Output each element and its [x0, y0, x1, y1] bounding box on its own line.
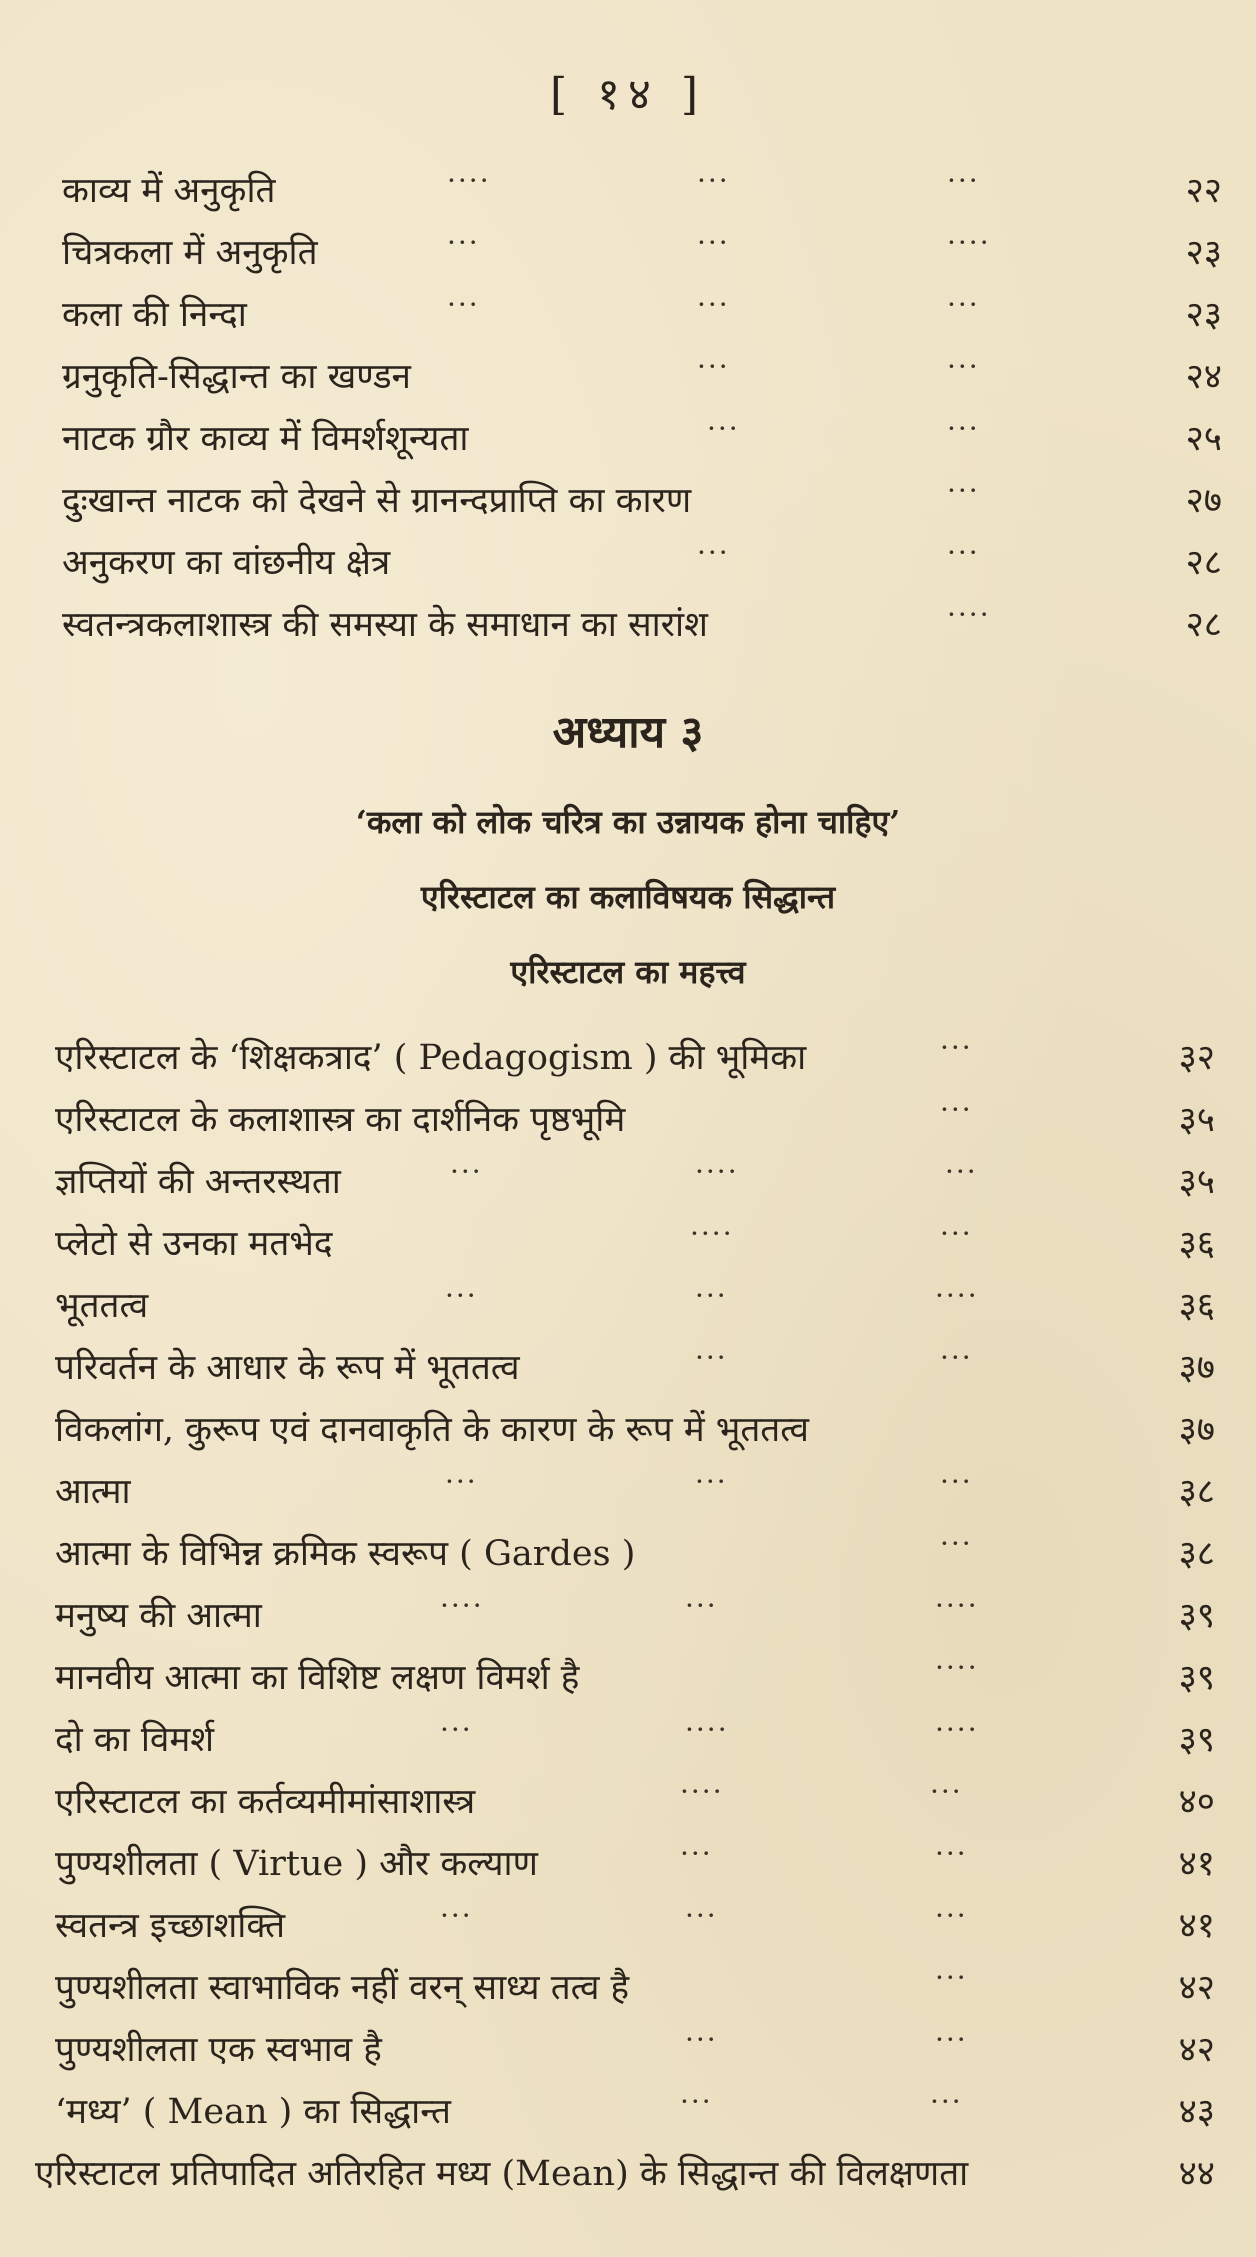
toc-entry	[55, 1340, 1215, 1396]
leader-dots: ···	[440, 1899, 473, 1932]
chapter-subtitle: ‘कला को लोक चरित्र का उन्नायक होना चाहिए’	[355, 803, 901, 841]
toc-entry	[55, 1278, 1215, 1334]
toc-entry-title: कला की निन्दा	[62, 295, 247, 335]
leader-dots: ···	[940, 1527, 973, 1560]
toc-entry-title: प्लेटो से उनका मतभेद	[55, 1224, 333, 1264]
leader-dots: ···	[930, 1775, 963, 1808]
toc-entry-page: ४१	[1178, 1844, 1215, 1884]
toc-entry	[62, 535, 1222, 591]
toc-entry-page: ३८	[1178, 1534, 1215, 1574]
toc-entry-page: ३९	[1178, 1720, 1215, 1760]
toc-entry	[55, 1092, 1215, 1148]
toc-entry	[62, 597, 1222, 653]
leader-dots: ···	[695, 1465, 728, 1498]
leader-dots: ···	[935, 1899, 968, 1932]
leader-dots: ···	[445, 1279, 478, 1312]
leader-dots: ···	[940, 1465, 973, 1498]
page-number: [ १४ ]	[549, 69, 707, 120]
toc-entry-page: २८	[1185, 605, 1222, 645]
toc-entry-page: २३	[1185, 295, 1222, 335]
toc-entry	[62, 411, 1222, 467]
toc-entry-title: एरिस्टाटल का कर्तव्यमीमांसाशास्त्र	[55, 1782, 476, 1822]
leader-dots: ····	[685, 1713, 729, 1746]
toc-entry-title: भूततत्व	[55, 1286, 149, 1326]
toc-entry-title: स्वतन्त्र इच्छाशक्ति	[55, 1906, 286, 1946]
toc-entry-title: अनुकरण का वांछनीय क्षेत्र	[62, 543, 391, 583]
leader-dots: ···	[947, 350, 980, 383]
toc-entry-title: पुण्यशीलता एक स्वभाव है	[55, 2030, 382, 2070]
leader-dots: ···	[695, 1341, 728, 1374]
toc-entry-page: ४३	[1178, 2092, 1215, 2132]
leader-dots: ···	[685, 1899, 718, 1932]
toc-entry-page: ३९	[1178, 1658, 1215, 1698]
toc-entry	[55, 1030, 1215, 1086]
leader-dots: ····	[440, 1589, 484, 1622]
leader-dots: ····	[935, 1279, 979, 1312]
toc-entry	[62, 473, 1222, 529]
toc-entry	[55, 1650, 1215, 1706]
toc-entry-page: २२	[1185, 171, 1222, 211]
toc-entry-title: स्वतन्त्रकलाशास्त्र की समस्या के समाधान का सारांश	[62, 605, 708, 645]
leader-dots: ···	[440, 1713, 473, 1746]
toc-entry-title: दो का विमर्श	[55, 1720, 215, 1760]
leader-dots: ···	[940, 1093, 973, 1126]
toc-entry-title: आत्मा के विभिन्न क्रमिक स्वरूप ( Gardes )	[55, 1534, 636, 1574]
leader-dots: ···	[935, 1961, 968, 1994]
toc-entry-title: दुःखान्त नाटक को देखने से ग्रानन्दप्राप्ति का कारण	[62, 481, 692, 521]
leader-dots: ····	[690, 1217, 734, 1250]
toc-entry	[55, 1216, 1215, 1272]
leader-dots: ···	[940, 1217, 973, 1250]
leader-dots: ···	[930, 2085, 963, 2118]
leader-dots: ····	[680, 1775, 724, 1808]
leader-dots: ···	[447, 288, 480, 321]
toc-entry-page: ३७	[1178, 1410, 1215, 1450]
leader-dots: ····	[947, 598, 991, 631]
leader-dots: ···	[697, 226, 730, 259]
toc-entry-page: २८	[1185, 543, 1222, 583]
toc-entry-page: ४१	[1178, 1906, 1215, 1946]
toc-entry-page: ३६	[1178, 1286, 1215, 1326]
toc-entry	[55, 1836, 1215, 1892]
toc-entry-title: एरिस्टाटल प्रतिपादित अतिरहित मध्य (Mean) के सिद्धान्त की विलक्षणता	[35, 2154, 969, 2194]
leader-dots: ····	[947, 226, 991, 259]
toc-entry-page: ४०	[1178, 1782, 1215, 1822]
toc-entry-page: ३७	[1178, 1348, 1215, 1388]
toc-entry-page: ३८	[1178, 1472, 1215, 1512]
toc-entry-page: ३५	[1178, 1162, 1215, 1202]
toc-entry	[55, 1402, 1215, 1458]
toc-entry-title: मनुष्य की आत्मा	[55, 1596, 262, 1636]
toc-entry-page: २७	[1185, 481, 1222, 521]
toc-entry-title: चित्रकला में अनुकृति	[62, 233, 318, 273]
toc-entry-page: ३२	[1178, 1038, 1215, 1078]
toc-entry-page: २५	[1185, 419, 1222, 459]
toc-entry-title: ‘मध्य’ ( Mean ) का सिद्धान्त	[55, 2092, 451, 2132]
toc-entry	[62, 163, 1222, 219]
leader-dots: ···	[940, 1031, 973, 1064]
toc-entry-title: पुण्यशीलता स्वाभाविक नहीं वरन् साध्य तत्व है	[55, 1968, 630, 2008]
leader-dots: ···	[707, 412, 740, 445]
toc-entry-title: काव्य में अनुकृति	[62, 171, 276, 211]
leader-dots: ····	[935, 1651, 979, 1684]
leader-dots: ···	[697, 536, 730, 569]
leader-dots: ···	[947, 536, 980, 569]
toc-entry	[62, 349, 1222, 405]
leader-dots: ···	[445, 1465, 478, 1498]
toc-entry-title: एरिस्टाटल के ‘शिक्षकत्राद’ ( Pedagogism ) की भूमिका	[55, 1038, 807, 1078]
toc-entry-page: ३५	[1178, 1100, 1215, 1140]
leader-dots: ···	[935, 2023, 968, 2056]
toc-entry	[55, 1154, 1215, 1210]
leader-dots: ···	[697, 350, 730, 383]
toc-entry	[55, 1898, 1215, 1954]
toc-entry-title: एरिस्टाटल के कलाशास्त्र का दार्शनिक पृष्ठभूमि	[55, 1100, 626, 1140]
toc-entry	[55, 1774, 1215, 1830]
toc-entry-title: ग्रनुकृति-सिद्धान्त का खण्डन	[62, 357, 411, 397]
toc-entry	[55, 2084, 1215, 2140]
section-heading: एरिस्टाटल का महत्त्व	[510, 953, 746, 991]
toc-entry	[55, 1526, 1215, 1582]
toc-entry	[62, 225, 1222, 281]
leader-dots: ····	[935, 1589, 979, 1622]
leader-dots: ···	[697, 164, 730, 197]
leader-dots: ···	[695, 1279, 728, 1312]
toc-entry-title: ज्ञप्तियों की अन्तरस्थता	[55, 1162, 341, 1202]
leader-dots: ···	[947, 164, 980, 197]
toc-entry	[55, 1464, 1215, 1520]
leader-dots: ···	[940, 1341, 973, 1374]
toc-entry	[55, 2022, 1215, 2078]
toc-entry	[55, 1960, 1215, 2016]
toc-entry-page: ४४	[1178, 2154, 1215, 2194]
toc-entry-page: ४२	[1178, 2030, 1215, 2070]
toc-entry-title: विकलांग, कुरूप एवं दानवाकृति के कारण के रूप में भूततत्व	[55, 1410, 809, 1450]
toc-entry	[35, 2146, 1215, 2202]
toc-entry-page: ३६	[1178, 1224, 1215, 1264]
leader-dots: ···	[680, 2085, 713, 2118]
toc-entry-page: २३	[1185, 233, 1222, 273]
toc-entry	[55, 1712, 1215, 1768]
toc-entry	[62, 287, 1222, 343]
toc-entry-title: मानवीय आत्मा का विशिष्ट लक्षण विमर्श है	[55, 1658, 580, 1698]
leader-dots: ···	[685, 2023, 718, 2056]
leader-dots: ····	[695, 1155, 739, 1188]
leader-dots: ···	[935, 1837, 968, 1870]
toc-entry	[55, 1588, 1215, 1644]
toc-entry-title: आत्मा	[55, 1472, 131, 1512]
leader-dots: ···	[947, 288, 980, 321]
leader-dots: ····	[935, 1713, 979, 1746]
chapter-title: अध्याय ३	[552, 707, 704, 758]
leader-dots: ···	[450, 1155, 483, 1188]
leader-dots: ···	[697, 288, 730, 321]
toc-entry-page: २४	[1185, 357, 1222, 397]
leader-dots: ···	[680, 1837, 713, 1870]
leader-dots: ···	[947, 474, 980, 507]
leader-dots: ···	[947, 412, 980, 445]
toc-entry-page: ४२	[1178, 1968, 1215, 2008]
leader-dots: ···	[945, 1155, 978, 1188]
toc-entry-title: परिवर्तन के आधार के रूप में भूततत्व	[55, 1348, 520, 1388]
toc-entry-title: पुण्यशीलता ( Virtue ) और कल्याण	[55, 1844, 538, 1884]
toc-entry-title: नाटक ग्रौर काव्य में विमर्शशून्यता	[62, 419, 469, 459]
toc-entry-page: ३९	[1178, 1596, 1215, 1636]
leader-dots: ···	[447, 226, 480, 259]
leader-dots: ····	[447, 164, 491, 197]
chapter-heading: एरिस्टाटल का कलाविषयक सिद्धान्त	[420, 878, 836, 916]
leader-dots: ···	[685, 1589, 718, 1622]
